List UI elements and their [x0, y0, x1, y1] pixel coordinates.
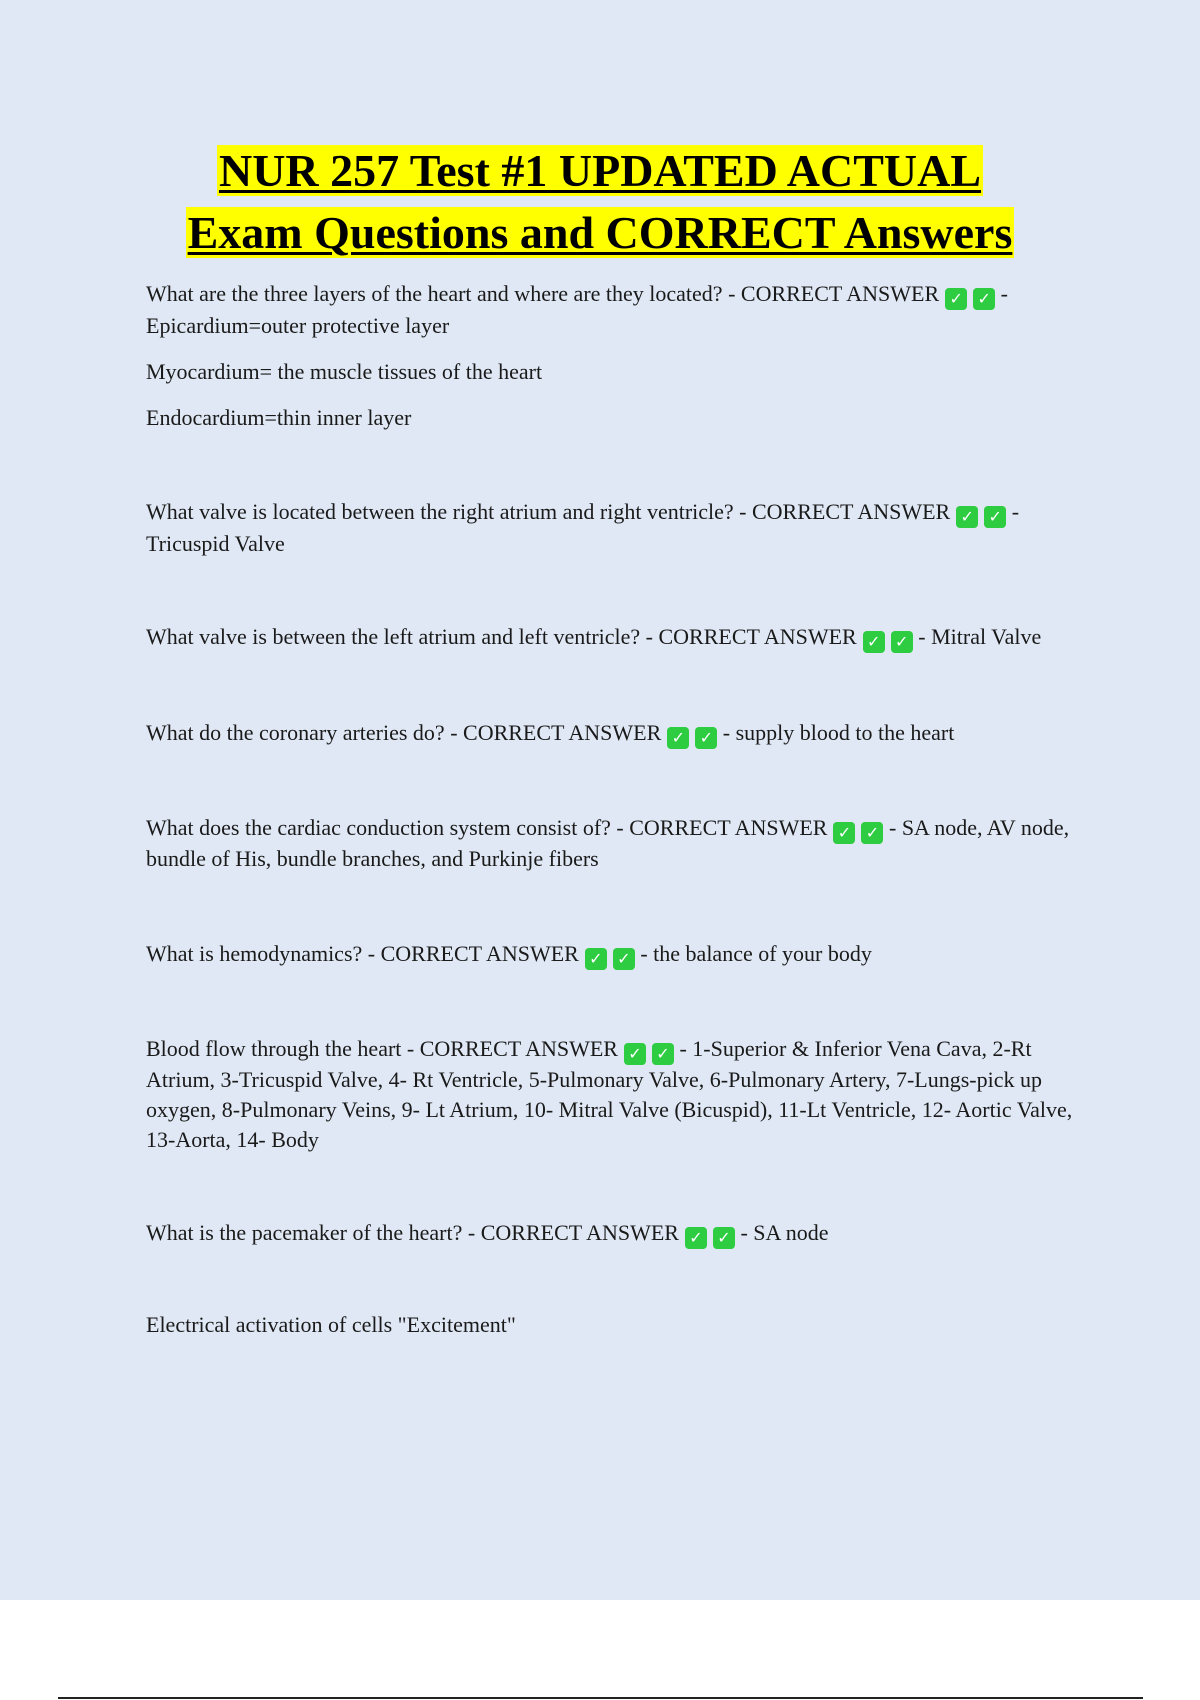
question-text: Blood flow through the heart - CORRECT ANSWER [146, 1036, 618, 1061]
answer-text: the balance of your body [653, 941, 872, 966]
answer-dash: - [740, 1220, 748, 1245]
title-line-1: NUR 257 Test #1 UPDATED ACTUAL [218, 145, 982, 196]
checkmark-box-icon: ✓ [833, 822, 855, 844]
answer-dash: - [1000, 281, 1008, 306]
answer-extra-line: Endocardium=thin inner layer [146, 405, 412, 430]
answer-dash: - [1011, 499, 1020, 524]
answer-dash: - [722, 720, 731, 745]
question-text: What is the pacemaker of the heart? - CORRECT ANSWER [146, 1220, 679, 1245]
qa-item-1 [146, 278, 1086, 434]
question-text: What valve is located between the right atrium and right ventricle? - CORRECT ANSWER [146, 499, 951, 524]
checkmark-box-icon: ✓ [956, 506, 978, 528]
qa-list [146, 278, 1086, 1341]
page-divider [58, 1697, 1143, 1699]
qa-item-8 [146, 1217, 1086, 1249]
checkmark-box-icon: ✓ [695, 727, 717, 749]
qa-item-6 [146, 938, 1086, 970]
answer-text: Mitral Valve [931, 624, 1042, 649]
checkmark-box-icon: ✓ [713, 1227, 735, 1249]
question-text: What are the three layers of the heart and where are they located? - CORRECT ANSWER [146, 281, 940, 306]
answer-dash: - [888, 815, 897, 840]
question-text: What is hemodynamics? - CORRECT ANSWER [146, 941, 579, 966]
answer-dash: - [640, 941, 648, 966]
question-text: What do the coronary arteries do? - CORRECT ANSWER [146, 720, 662, 745]
checkmark-box-icon: ✓ [984, 506, 1006, 528]
qa-item-3 [146, 622, 1086, 653]
answer-text: Tricuspid Valve [146, 531, 285, 556]
question-text: Electrical activation of cells "Excitement" [146, 1312, 516, 1337]
answer-extra-line: Myocardium= the muscle tissues of the heart [146, 359, 543, 384]
qa-item-9 [146, 1309, 1086, 1341]
checkmark-box-icon: ✓ [891, 631, 913, 653]
checkmark-box-icon: ✓ [685, 1227, 707, 1249]
title-line-2: Exam Questions and CORRECT Answers [187, 207, 1013, 258]
answer-dash: - [918, 624, 926, 649]
checkmark-box-icon: ✓ [863, 631, 885, 653]
checkmark-box-icon: ✓ [585, 948, 607, 970]
qa-item-2 [146, 496, 1086, 560]
checkmark-box-icon: ✓ [613, 948, 635, 970]
question-text: What valve is between the left atrium and left ventricle? - CORRECT ANSWER [146, 624, 857, 649]
checkmark-box-icon: ✓ [945, 288, 967, 310]
answer-text: SA node, AV node, bundle of His, bundle branches, and Purkinje fibers [146, 815, 1070, 871]
checkmark-box-icon: ✓ [652, 1043, 674, 1065]
document-title [0, 140, 1200, 264]
answer-dash: - [679, 1036, 687, 1061]
answer-text: supply blood to the heart [735, 720, 955, 745]
question-text: What does the cardiac conduction system consist of? - CORRECT ANSWER [146, 815, 828, 840]
qa-item-7 [146, 1034, 1086, 1155]
checkmark-box-icon: ✓ [624, 1043, 646, 1065]
checkmark-box-icon: ✓ [861, 822, 883, 844]
answer-text: Epicardium=outer protective layer [146, 313, 450, 338]
answer-text: 1-Superior & Inferior Vena Cava, 2-Rt Atrium, 3-Tricuspid Valve, 4- Rt Ventricle, 5-Pulmonary Valve, 6-Pulmonary Artery, 7-Lungs-pick up oxygen, 8-Pulmonary Veins, 9- Lt Atrium, 10- Mitral Valve (Bicuspid), 11-Lt Ventricle, 12- Aortic Valve, 13-Aorta, 14- Body [146, 1036, 1073, 1152]
answer-text: SA node [753, 1220, 829, 1245]
checkmark-box-icon: ✓ [667, 727, 689, 749]
qa-item-5 [146, 813, 1086, 874]
checkmark-box-icon: ✓ [973, 288, 995, 310]
qa-item-4 [146, 717, 1086, 749]
